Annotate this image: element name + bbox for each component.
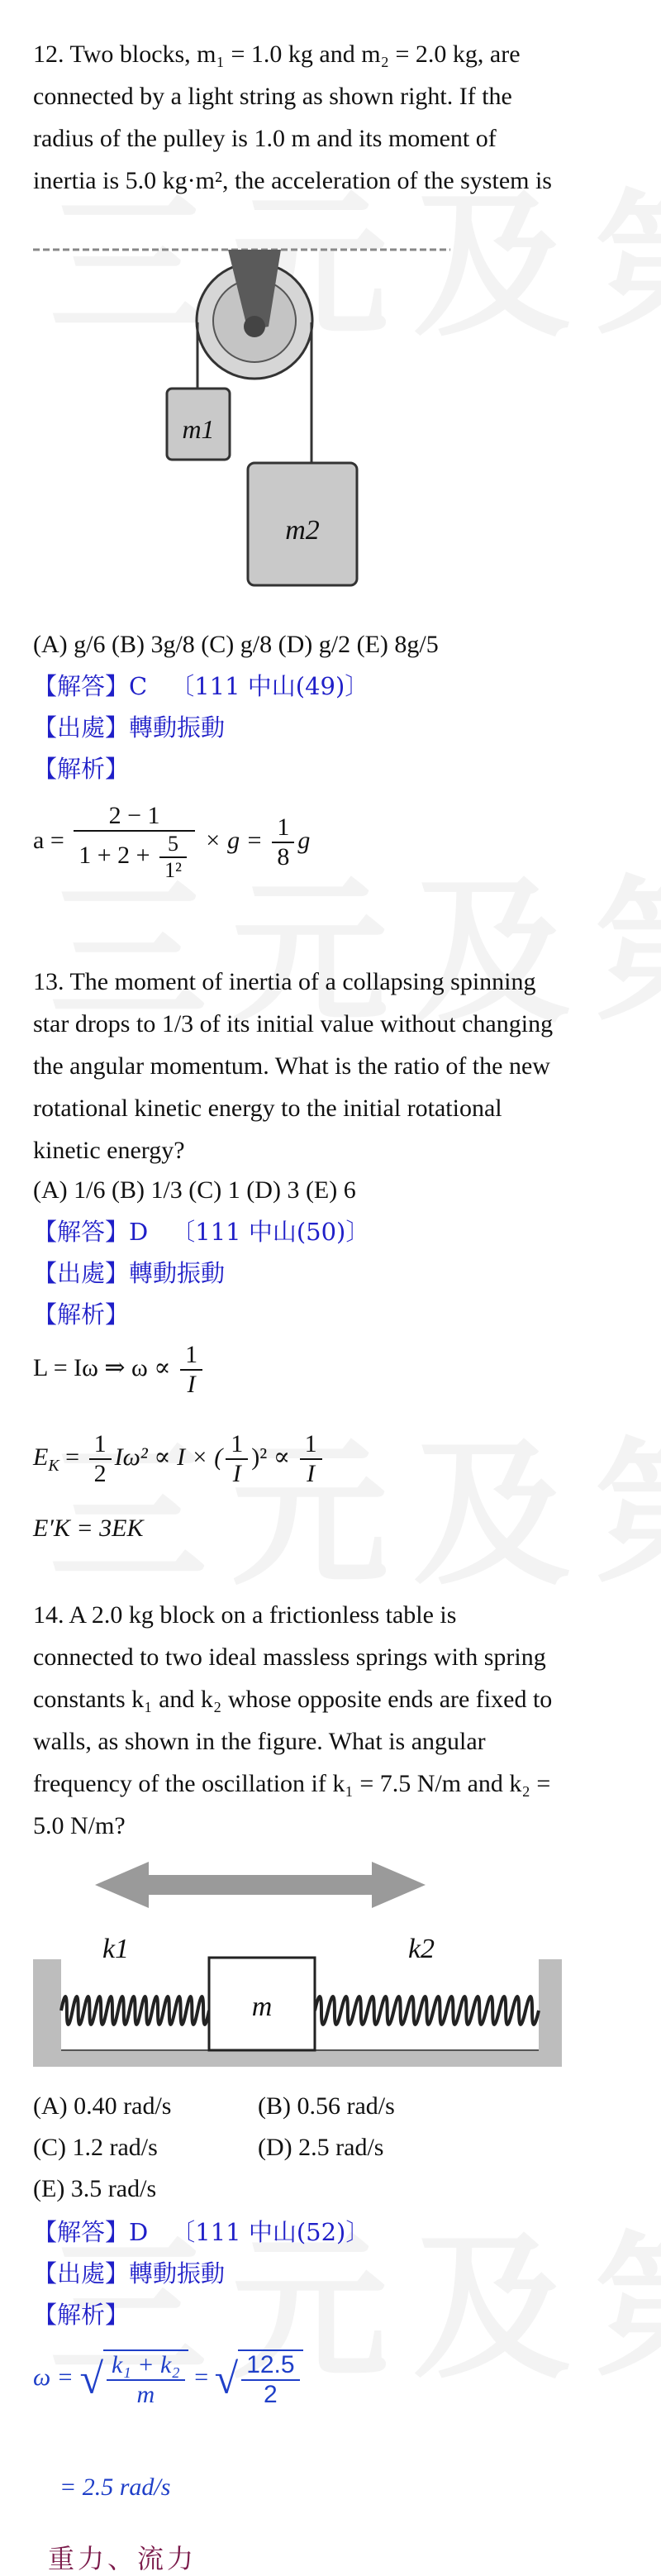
- spring-block-figure: [33, 1852, 562, 2075]
- q13-source: 【出處】轉動振動: [33, 1259, 226, 1287]
- q13-line: star drops to 1/3 of its initial value without changing: [33, 1010, 554, 1038]
- q14-option-b: (B) 0.56 rad/s: [258, 2092, 395, 2120]
- q12-source: 【出處】轉動振動: [33, 713, 226, 742]
- q13-formula-2: $E_K$ = $\frac{1}{2}$ Iω² ∝ I × ( $\frac{1}{I}$ )² ∝ $\frac{1}{I}$: [33, 1430, 326, 1488]
- fraction-denominator: 1 + 2 + $\frac{5}{\text{1²}}$: [74, 832, 195, 883]
- q14-line: 5.0 N/m?: [33, 1812, 126, 1839]
- fraction: $\frac{1}{I}$: [300, 1430, 322, 1488]
- fraction: $\frac{12.5}{2}$: [241, 2351, 299, 2409]
- q12-line: inertia is 5.0 kg·m², the acceleration of the system is: [33, 167, 552, 194]
- q14-line: frequency of the oscillation if k₁ = 7.5 N/m and k₂ =: [33, 1770, 551, 1797]
- q14-option-a: (A) 0.40 rad/s: [33, 2092, 172, 2120]
- result-fraction: $\frac{1}{8}$: [272, 813, 294, 871]
- q14-option-d: (D) 2.5 rad/s: [258, 2134, 384, 2161]
- formula-lhs: a =: [33, 826, 64, 854]
- m2-label: m2: [285, 515, 320, 546]
- k1-label: k1: [102, 1934, 130, 1964]
- fraction: [74, 802, 195, 883]
- fraction: $\frac{1}{2}$: [89, 1430, 112, 1488]
- q13-line: kinetic energy?: [33, 1137, 185, 1164]
- formula-tail: g: [297, 826, 311, 854]
- fraction: $\frac{\text{k₁ + k₂}}{m}$: [107, 2351, 185, 2409]
- q12-analysis: 【解析】: [33, 755, 130, 783]
- q14-line: 14. A 2.0 kg block on a frictionless table is: [33, 1601, 457, 1629]
- q14-line: constants k₁ and k₂ whose opposite ends are fixed to: [33, 1686, 553, 1713]
- question-13-text: [33, 961, 636, 1171]
- q13-line: the angular momentum. What is the ratio of the new: [33, 1052, 550, 1080]
- q12-formula: [33, 802, 310, 883]
- q13-line: rotational kinetic energy to the initial rotational: [33, 1095, 502, 1122]
- answer-label: 【解答】D: [33, 1218, 149, 1246]
- fraction: $\frac{1}{I}$: [180, 1341, 202, 1399]
- fraction-numerator: 2 − 1: [74, 802, 195, 832]
- q14-option-c: (C) 1.2 rad/s: [33, 2134, 158, 2161]
- answer-label: 【解答】C: [33, 672, 148, 700]
- q12-answer: [33, 668, 369, 702]
- watermark: [50, 1389, 628, 1615]
- q12-line: connected by a light string as shown right. If the: [33, 83, 512, 110]
- k2-label: k2: [407, 1934, 435, 1964]
- q12-line: 12. Two blocks, m₁ = 1.0 kg and m₂ = 2.0 kg, are: [33, 41, 521, 68]
- q13-answer: [33, 1214, 369, 1247]
- q14-formula-2: = 2.5 rad/s: [59, 2473, 171, 2501]
- exam-reference: 〔111 中山(50)〕: [171, 1218, 370, 1246]
- q14-answer: [33, 2214, 369, 2248]
- q14-analysis: 【解析】: [33, 2301, 130, 2329]
- q13-formula-3: E′K = 3EK: [33, 1515, 144, 1542]
- q12-line: radius of the pulley is 1.0 m and its moment of: [33, 125, 497, 152]
- pulley-figure: [33, 198, 463, 595]
- q14-option-e: (E) 3.5 rad/s: [33, 2175, 157, 2202]
- answer-label: 【解答】D: [33, 2218, 149, 2246]
- next-section-title: 重力、流力: [48, 2543, 197, 2574]
- q14-line: walls, as shown in the figure. What is angular: [33, 1728, 486, 1755]
- m1-label: m1: [182, 414, 215, 444]
- fraction: $\frac{1}{I}$: [226, 1430, 248, 1488]
- question-14-text: [33, 1594, 636, 1847]
- exam-reference: 〔111 中山(52)〕: [171, 2218, 370, 2246]
- question-12-text: [33, 33, 636, 202]
- q14-line: connected to two ideal massless springs with spring: [33, 1643, 546, 1671]
- q13-options: (A) 1/6 (B) 1/3 (C) 1 (D) 3 (E) 6: [33, 1176, 356, 1204]
- q13-line: 13. The moment of inertia of a collapsing spinning: [33, 968, 536, 995]
- exam-reference: 〔111 中山(49)〕: [170, 672, 369, 700]
- q13-formula-1: L = Iω ⇒ ω ∝ $\frac{1}{I}$: [33, 1341, 206, 1399]
- q14-formula-1: ω = √ $\frac{\text{k₁ + k₂}}{m}$ = √ $\frac{12.5}{2}$: [33, 2349, 303, 2409]
- formula-mid: × g =: [204, 826, 263, 854]
- q12-options: (A) g/6 (B) 3g/8 (C) g/8 (D) g/2 (E) 8g/5: [33, 631, 439, 658]
- q13-analysis: 【解析】: [33, 1300, 130, 1329]
- q14-source: 【出處】轉動振動: [33, 2259, 226, 2287]
- inner-fraction: $\frac{5}{\text{1²}}$: [159, 832, 187, 883]
- block-mass-label: m: [251, 1992, 273, 2022]
